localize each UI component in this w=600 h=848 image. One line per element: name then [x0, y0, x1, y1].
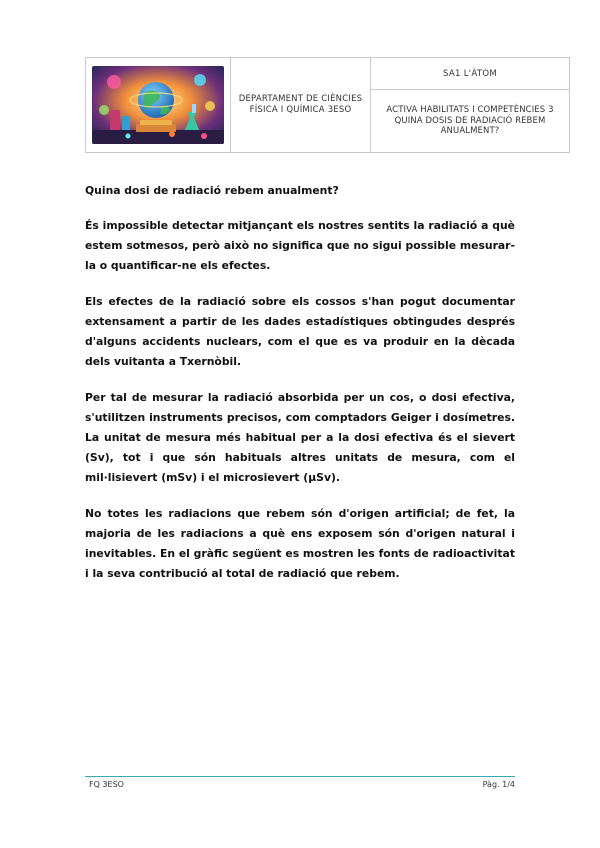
department-logo-image: [92, 66, 224, 144]
activity-title-line2: QUINA DOSIS DE RADIACIÓ REBEM: [394, 115, 546, 126]
footer-rule: [85, 776, 515, 777]
header-table: [85, 57, 570, 153]
activity-title: [371, 90, 569, 152]
paragraph-3: Per tal de mesurar la radiació absorbida per un cos, o dosi efectiva, s'utilitzen instruments precisos, com comptadors Geiger i dosímetres. La unitat de mesura més habitual per a la dosi efectiva és el sievert (Sv), tot i que són habituals altres unitats de mesura, com el mil·lisievert (mSv) i el microsievert (µSv).: [85, 391, 515, 484]
activity-title-line3: ANUALMENT?: [440, 126, 500, 137]
footer-page-number: Pàg. 1/4: [482, 780, 515, 789]
title-cell: [371, 58, 569, 152]
unit-title: [371, 58, 569, 90]
paragraph-4: No totes les radiacions que rebem són d'origen artificial; de fet, la majoria de les radiacions a què ens exposem són d'origen natural i inevitables. En el gràfic següent es mostren les fonts de radioactivitat i la seva contribució al total de radiació que rebem.: [85, 507, 515, 580]
document-body: [85, 181, 515, 600]
footer-course: FQ 3ESO: [89, 780, 124, 789]
logo-cell: [86, 58, 231, 152]
paragraph-2: Els efectes de la radiació sobre els cossos s'han pogut documentar extensament a partir de les dades estadístiques obtingudes després d'alguns accidents nuclears, com el que es va produir en la dècada dels vuitanta a Txernòbil.: [85, 295, 515, 368]
department-name: DEPARTAMENT DE CIÈNCIES: [238, 94, 363, 104]
question-heading: Quina dosi de radiació rebem anualment?: [85, 184, 339, 197]
department-subject: FÍSICA I QUÍMICA 3ESO: [249, 105, 352, 115]
paragraph-1: És impossible detectar mitjançant els nostres sentits la radiació a què estem sotmesos, però això no significa que no sigui possible mesurar-la o quantificar-ne els efectes.: [85, 219, 515, 272]
activity-title-line1: ACTIVA HABILITATS I COMPETÈNCIES 3: [386, 105, 554, 116]
unit-title-text: SA1 L'ÀTOM: [443, 68, 497, 79]
department-cell: [231, 58, 371, 152]
